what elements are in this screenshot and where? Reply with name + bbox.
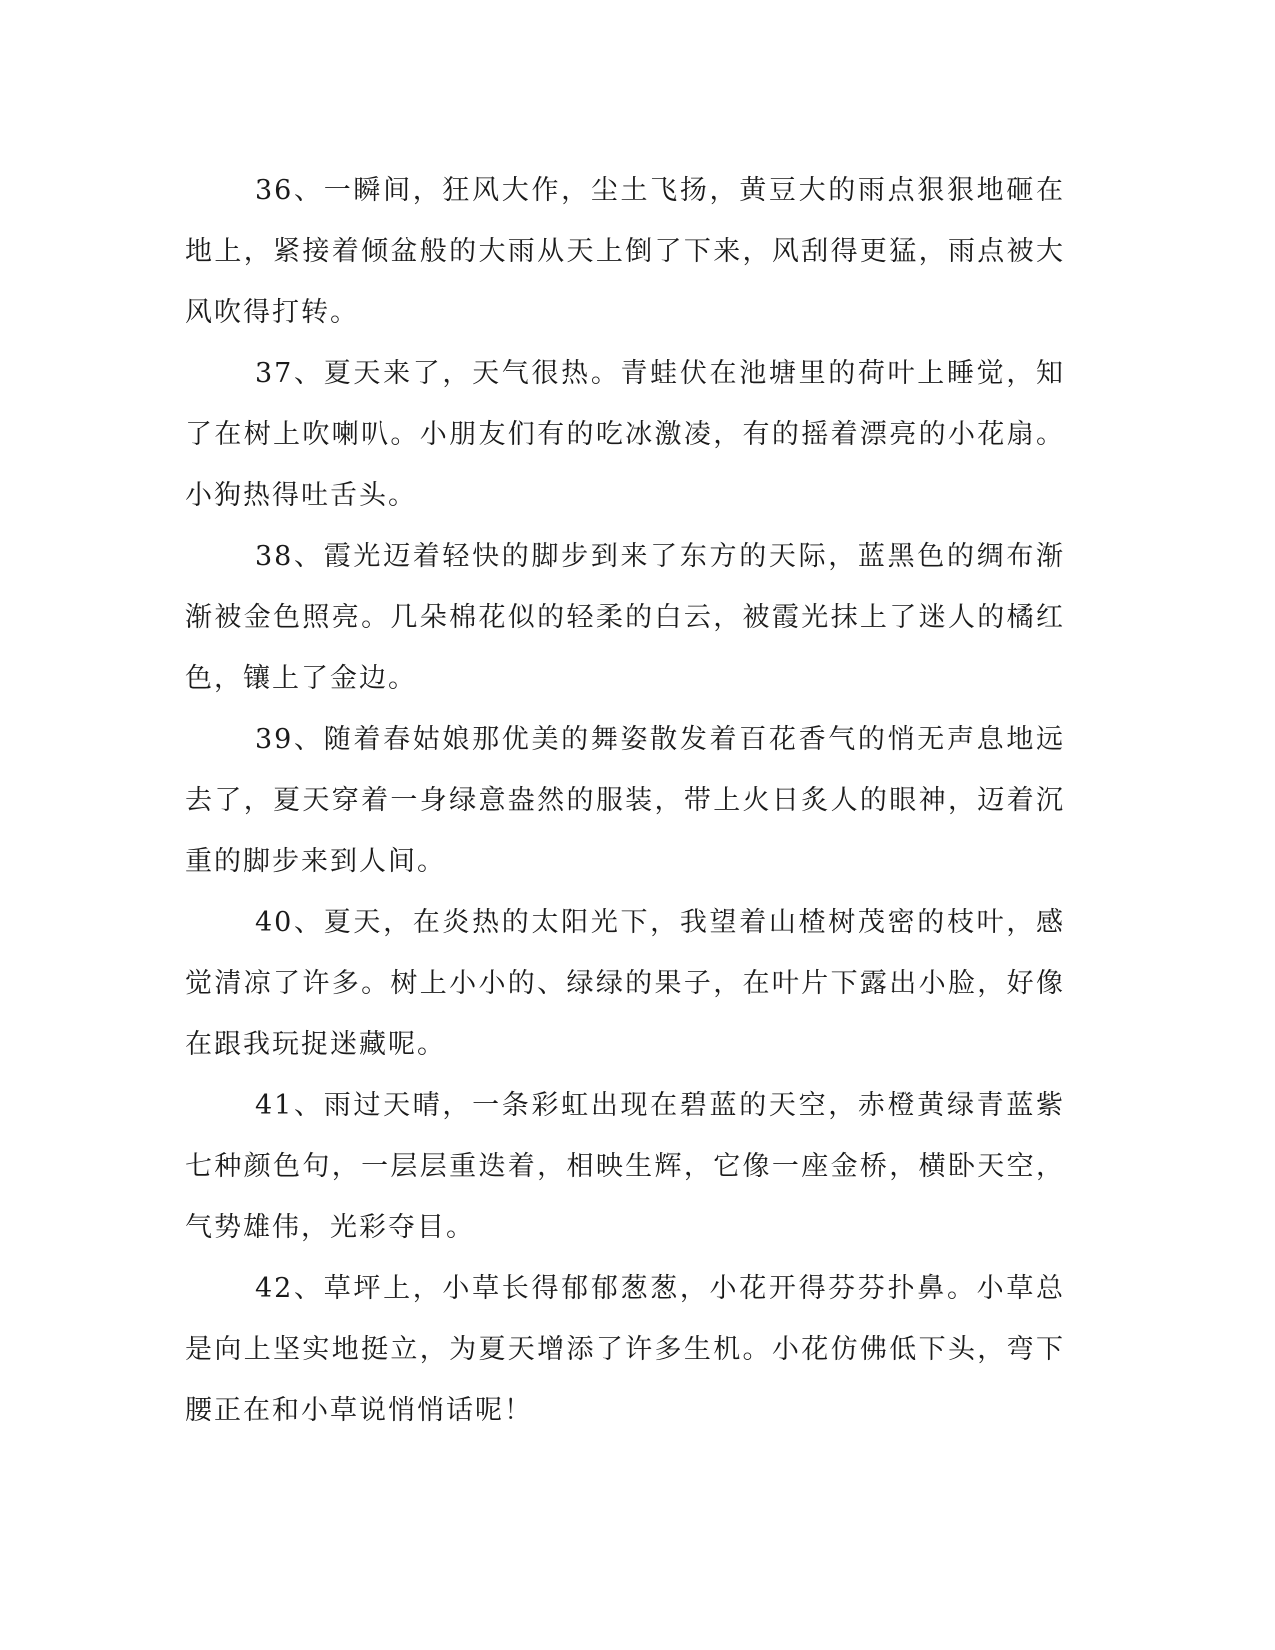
document-body: [185, 160, 1065, 1441]
paragraph-40: 40、夏天，在炎热的太阳光下，我望着山楂树茂密的枝叶，感觉清凉了许多。树上小小的、绿绿的果子，在叶片下露出小脸，好像在跟我玩捉迷藏呢。: [185, 907, 1065, 1060]
paragraph-37: 37、夏天来了，天气很热。青蛙伏在池塘里的荷叶上睡觉，知了在树上吹喇叭。小朋友们有的吃冰激凌，有的摇着漂亮的小花扇。小狗热得吐舌头。: [185, 358, 1065, 511]
paragraph-41: 41、雨过天晴，一条彩虹出现在碧蓝的天空，赤橙黄绿青蓝紫七种颜色句，一层层重迭着，相映生辉，它像一座金桥，横卧天空，气势雄伟，光彩夺目。: [185, 1090, 1065, 1243]
paragraph-42: 42、草坪上，小草长得郁郁葱葱，小花开得芬芬扑鼻。小草总是向上坚实地挺立，为夏天增添了许多生机。小花仿佛低下头，弯下腰正在和小草说悄悄话呢！: [185, 1273, 1065, 1426]
paragraph-39: 39、随着春姑娘那优美的舞姿散发着百花香气的悄无声息地远去了，夏天穿着一身绿意盎然的服装，带上火日炙人的眼神，迈着沉重的脚步来到人间。: [185, 724, 1065, 877]
paragraph-36: 36、一瞬间，狂风大作，尘土飞扬，黄豆大的雨点狠狠地砸在地上，紧接着倾盆般的大雨从天上倒了下来，风刮得更猛，雨点被大风吹得打转。: [185, 175, 1065, 328]
paragraph-38: 38、霞光迈着轻快的脚步到来了东方的天际，蓝黑色的绸布渐渐被金色照亮。几朵棉花似的轻柔的白云，被霞光抹上了迷人的橘红色，镶上了金边。: [185, 541, 1065, 694]
